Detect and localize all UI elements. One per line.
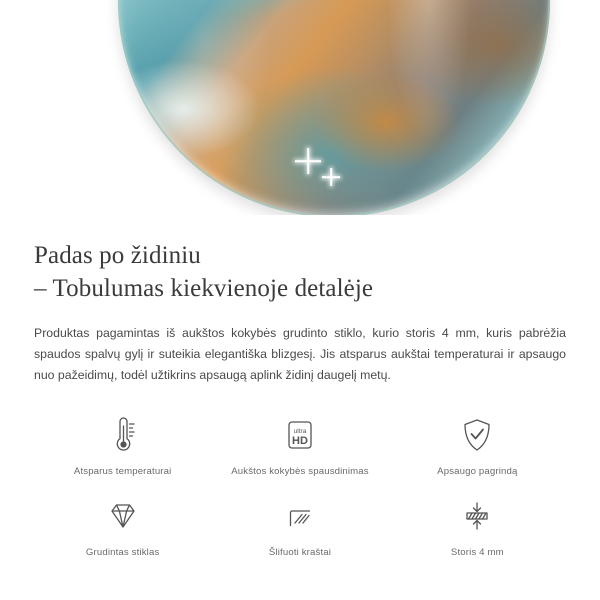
feature-item bbox=[389, 493, 566, 558]
svg-text:ultra: ultra bbox=[293, 428, 307, 436]
thickness-icon bbox=[455, 493, 499, 539]
content-section bbox=[0, 239, 600, 558]
feature-label: Grudintas stiklas bbox=[85, 547, 160, 559]
headline-line-2: – Tobulumas kiekvienoje detalėje bbox=[34, 275, 374, 302]
diamond-icon bbox=[101, 493, 145, 539]
headline-line-1: Padas po židiniu bbox=[34, 242, 201, 269]
shield-check-icon bbox=[455, 412, 499, 458]
feature-item bbox=[34, 412, 211, 477]
ultra-hd-icon bbox=[278, 412, 322, 458]
feature-label: Atsparus temperaturai bbox=[73, 466, 172, 478]
svg-text:HD: HD bbox=[292, 435, 308, 448]
feature-item bbox=[389, 412, 566, 477]
polished-edges-icon bbox=[278, 493, 322, 539]
feature-label: Aukštos kokybės spausdinimas bbox=[231, 466, 369, 478]
feature-label: Storis 4 mm bbox=[450, 547, 504, 559]
feature-item bbox=[211, 412, 388, 477]
body-text: Produktas pagamintas iš aukštos kokybės grudinto stiklo, kurio storis 4 mm, kuris pabrėžia spaudos spalvų gylį ir suteikia elegantiška blizgesį. Jis atsparus aukštai temperaturai ir apsaugo nuo pažeidimų, todėl užtikrins apsaugą aplink židinį daugelį metų. bbox=[34, 326, 566, 383]
page-title bbox=[34, 239, 566, 305]
feature-item bbox=[34, 493, 211, 558]
feature-grid bbox=[34, 412, 566, 558]
feature-item bbox=[211, 493, 388, 558]
feature-label: Šlifuoti kraštai bbox=[268, 547, 332, 559]
hero-image bbox=[0, 0, 600, 215]
glass-pad-disc bbox=[118, 0, 550, 215]
feature-label: Apsaugo pagrindą bbox=[437, 466, 518, 478]
thermometer-icon bbox=[103, 412, 143, 458]
